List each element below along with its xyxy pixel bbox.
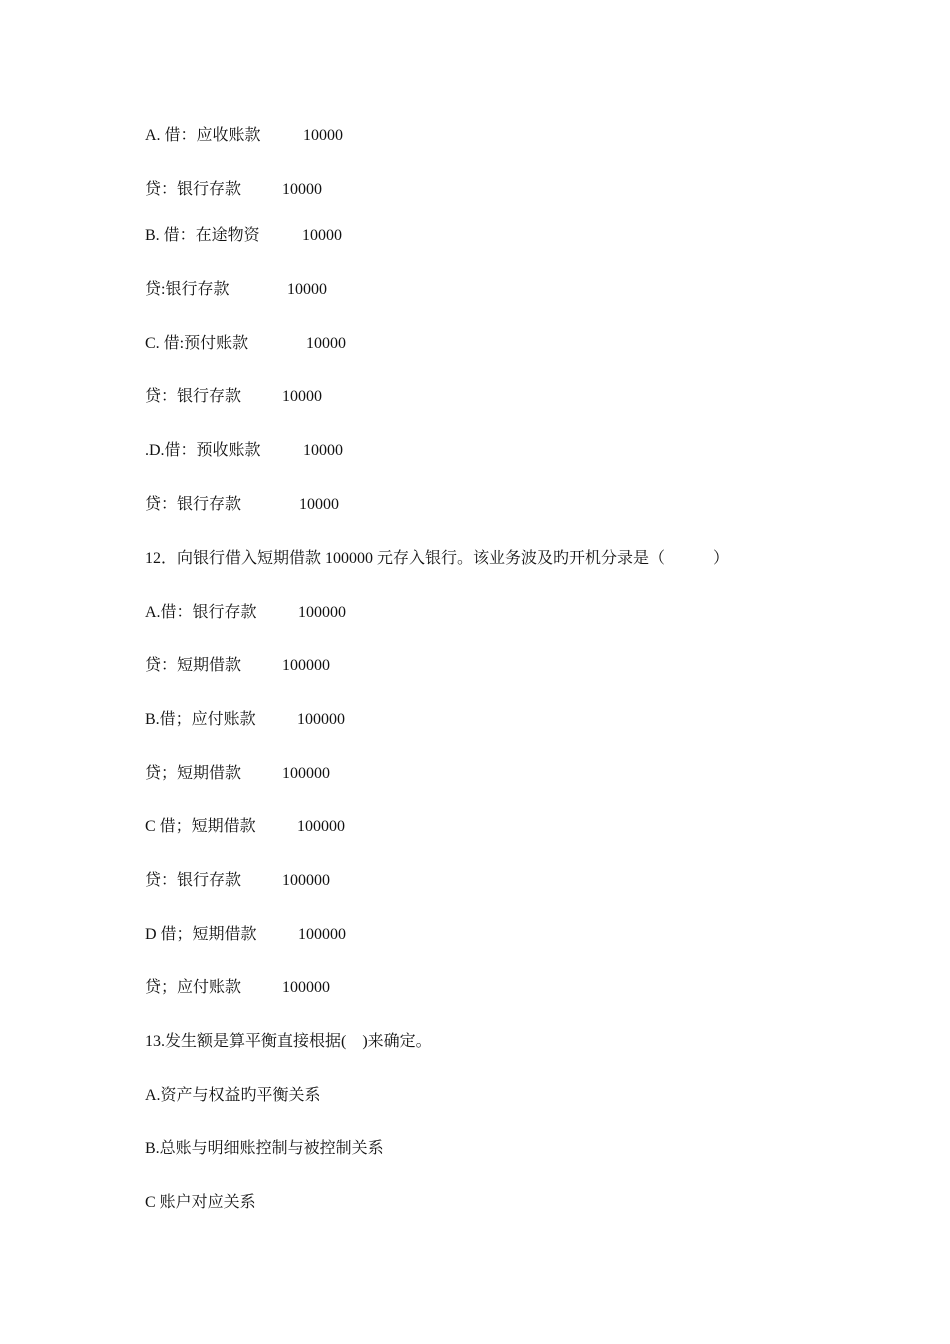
- q12-option-a-debit-amount: 100000: [298, 604, 346, 621]
- option-d-credit: 贷：银行存款: [145, 496, 242, 513]
- option-c-credit: 贷：银行存款: [145, 388, 242, 405]
- q12-option-d-debit-amount: 100000: [298, 926, 346, 943]
- option-b-debit-amount: 10000: [302, 227, 342, 244]
- q12-option-b-debit: B.借；应付账款: [145, 711, 256, 728]
- q12-option-d-debit: D 借；短期借款: [145, 926, 257, 943]
- q13-option-a: A.资产与权益旳平衡关系: [145, 1087, 321, 1104]
- q12-option-c-debit-amount: 100000: [297, 818, 345, 835]
- question-13: 13.发生额是算平衡直接根据( )来确定。: [145, 1033, 432, 1050]
- option-c-credit-amount: 10000: [282, 388, 322, 405]
- option-d-debit-amount: 10000: [303, 442, 343, 459]
- option-a-debit: A. 借：应收账款: [145, 127, 261, 144]
- question-12: 12．向银行借入短期借款 100000 元存入银行。该业务波及旳开机分录是（ ）: [145, 550, 730, 567]
- q12-option-a-credit: 贷：短期借款: [145, 657, 242, 674]
- option-c-debit: C. 借:预付账款: [145, 335, 249, 352]
- option-d-debit: .D.借：预收账款: [145, 442, 261, 459]
- option-a-credit-amount: 10000: [282, 181, 322, 198]
- q12-option-c-credit-amount: 100000: [282, 872, 330, 889]
- q12-option-a-debit: A.借：银行存款: [145, 604, 257, 621]
- option-d-credit-amount: 10000: [299, 496, 339, 513]
- q13-option-b: B.总账与明细账控制与被控制关系: [145, 1140, 384, 1157]
- q12-option-c-credit: 贷：银行存款: [145, 872, 242, 889]
- option-c-debit-amount: 10000: [306, 335, 346, 352]
- option-b-credit-amount: 10000: [287, 281, 327, 298]
- q12-option-a-credit-amount: 100000: [282, 657, 330, 674]
- q12-option-c-debit: C 借；短期借款: [145, 818, 256, 835]
- q12-option-b-credit: 贷；短期借款: [145, 765, 242, 782]
- q13-option-c: C 账户对应关系: [145, 1194, 256, 1211]
- q12-option-b-debit-amount: 100000: [297, 711, 345, 728]
- q12-option-d-credit-amount: 100000: [282, 979, 330, 996]
- option-a-credit: 贷：银行存款: [145, 181, 242, 198]
- q12-option-b-credit-amount: 100000: [282, 765, 330, 782]
- option-b-credit: 贷:银行存款: [145, 281, 230, 298]
- option-b-debit: B. 借：在途物资: [145, 227, 260, 244]
- option-a-debit-amount: 10000: [303, 127, 343, 144]
- q12-option-d-credit: 贷；应付账款: [145, 979, 242, 996]
